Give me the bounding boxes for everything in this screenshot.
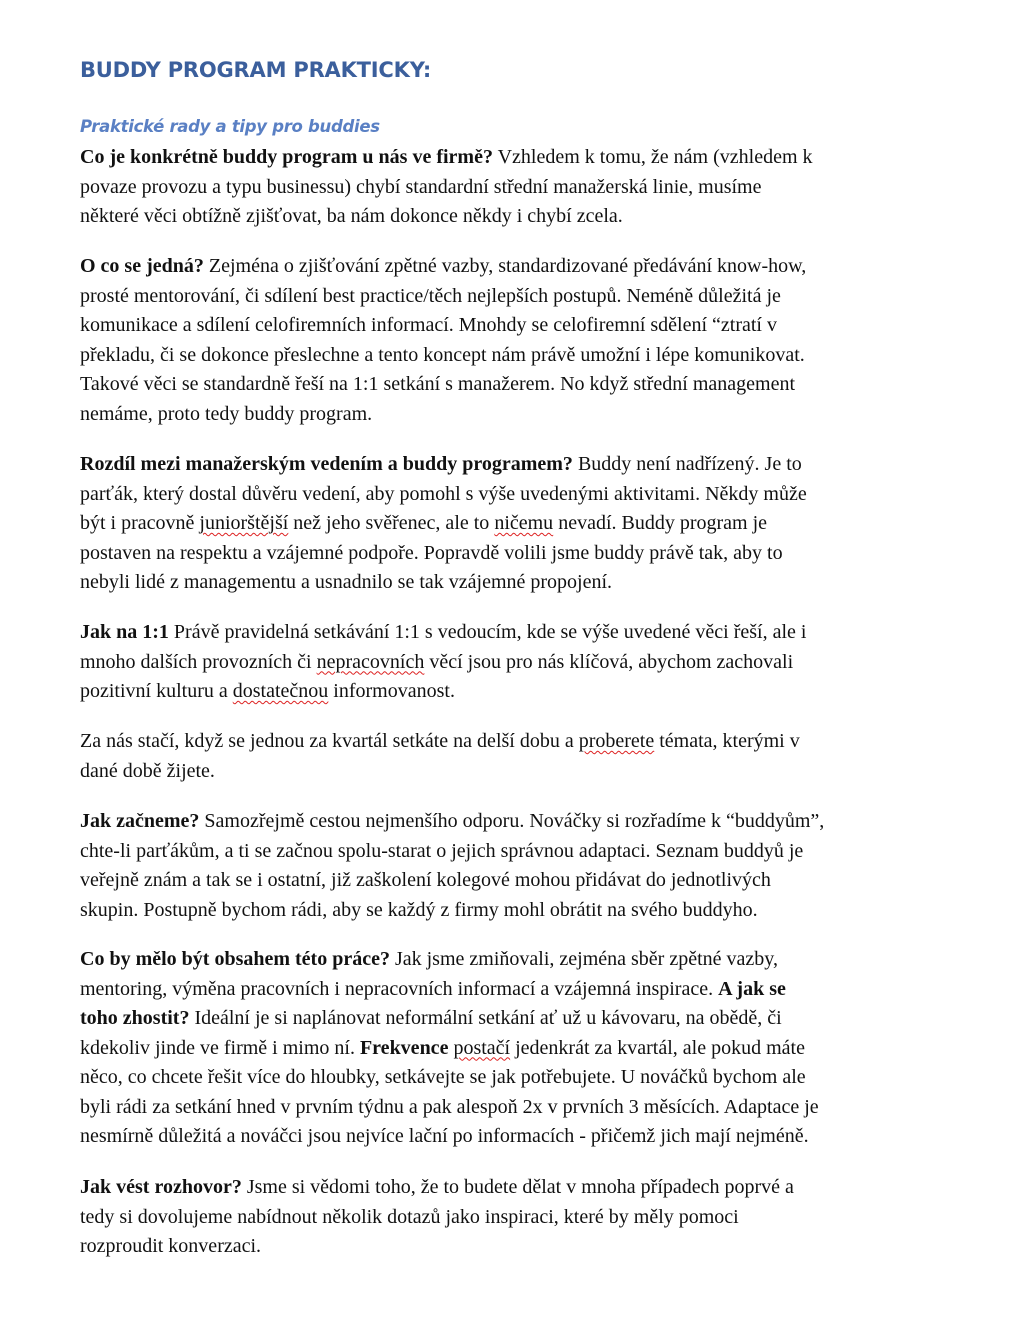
text-segment: nevadí. Buddy program je: [553, 512, 768, 534]
bold-phrase: Co je konkrétně buddy program u nás ve firmě?: [80, 146, 493, 168]
text-segment: povaze provozu a typu businessu) chybí standardní střední manažerská linie, musíme: [80, 175, 762, 198]
text-segment: dané době žijete.: [80, 759, 215, 782]
text-line: [80, 648, 960, 678]
text-line: [80, 509, 960, 539]
text-segment: mnoho dalších provozních či: [80, 650, 317, 673]
bold-phrase: A jak se: [718, 977, 786, 1000]
bold-phrase: Rozdíl mezi manažerským vedením a buddy programem?: [80, 453, 573, 475]
text-segment: věcí jsou pro nás klíčová, abychom zachovali: [424, 650, 794, 673]
text-segment: Vzhledem k tomu, že nám (vzhledem k: [492, 146, 813, 168]
text-line: [80, 400, 960, 430]
text-segment: mentoring, výměna pracovních i nepracovních informací a vzájemná inspirace.: [80, 977, 719, 1000]
text-line: [80, 370, 960, 400]
paragraph-how-to-lead-conversation: [80, 1173, 960, 1262]
text-segment: veřejně znám a tak se i ostatní, již zaškolení kolegové mohou přidávat do jednotlivých: [80, 869, 771, 891]
text-line: [80, 727, 960, 757]
paragraph-what-is-it-about: [80, 252, 960, 429]
spellcheck-flagged-word: juniorštější: [199, 512, 289, 534]
text-segment: Jak jsme zmiňovali, zejména sběr zpětné vazby,: [389, 948, 778, 970]
text-line: [80, 341, 960, 371]
text-segment: Takové věci se standardně řeší na 1:1 setkání s manažerem. No když střední management: [80, 373, 796, 395]
text-line: [80, 837, 960, 867]
paragraph-quarterly-meeting: [80, 727, 960, 786]
text-segment: jedenkrát za kvartál, ale pokud máte: [510, 1036, 805, 1059]
text-line: [80, 1203, 960, 1233]
document-title: BUDDY PROGRAM PRAKTICKY:: [80, 58, 432, 82]
text-line: [80, 1063, 960, 1093]
text-segment: skupin. Postupně bychom rádi, aby se každý z firmy mohl obrátit na svého buddyho.: [80, 898, 758, 921]
text-line: [80, 945, 960, 975]
text-segment: postaven na respektu a vzájemné podpoře. Popravdě volili jsme buddy právě tak, aby to: [80, 541, 783, 564]
text-line: [80, 173, 960, 203]
bold-phrase: O co se jedná?: [80, 255, 204, 277]
text-segment: Za nás stačí, když se jednou za kvartál setkáte na delší dobu a: [80, 730, 579, 752]
text-segment: něco, co chcete řešit více do hloubky, setkávejte se jak potřebujete. U nováčků bychom ale: [80, 1066, 806, 1088]
text-segment: témata, kterými v: [654, 730, 800, 752]
text-line: [80, 757, 960, 787]
text-line: [80, 975, 960, 1005]
text-line: [80, 252, 960, 282]
text-segment: rozproudit konverzaci.: [80, 1235, 262, 1257]
text-line: [80, 866, 960, 896]
text-line: [80, 282, 960, 312]
text-segment: být i pracovně: [80, 512, 200, 534]
paragraph-content-of-work: [80, 945, 960, 1152]
spellcheck-flagged-word: proberete: [578, 730, 655, 752]
text-line: [80, 1232, 960, 1262]
text-segment: Jsme si vědomi toho, že to budete dělat v mnoha případech poprvé a: [241, 1176, 794, 1198]
text-line: [80, 568, 960, 598]
text-line: [80, 1004, 960, 1034]
spellcheck-flagged-word: nepracovních: [316, 650, 425, 673]
text-line: [80, 143, 960, 173]
text-segment: překladu, či se dokonce přeslechne a tento koncept nám právě umožní i lépe komunikovat.: [80, 343, 805, 366]
spellcheck-flagged-word: dostatečnou: [232, 680, 329, 702]
bold-phrase: Frekvence: [359, 1036, 449, 1059]
paragraph-one-on-one: [80, 618, 960, 707]
text-segment: nesmírně důležitá a nováčci jsou nejvíce lační po informacích - přičemž jich mají nejméně.: [80, 1125, 809, 1147]
text-line: [80, 202, 960, 232]
text-line: [80, 1173, 960, 1203]
text-line: [80, 1034, 960, 1064]
text-segment: nebyli lidé z managementu a usnadnilo se tak vzájemné propojení.: [80, 571, 613, 593]
text-line: [80, 311, 960, 341]
document-subtitle: Praktické rady a tipy pro buddies: [80, 117, 380, 136]
text-line: [80, 896, 960, 926]
text-segment: pozitivní kulturu a: [80, 680, 233, 702]
bold-phrase: Jak vést rozhovor?: [80, 1176, 242, 1198]
text-segment: některé věci obtížně zjišťovat, ba nám dokonce někdy i chybí zcela.: [80, 205, 623, 227]
bold-phrase: Co by mělo být obsahem této práce?: [80, 948, 390, 970]
paragraph-how-we-start: [80, 807, 960, 925]
text-line: [80, 618, 960, 648]
text-line: [80, 677, 960, 707]
paragraph-what-is-buddy-program: [80, 143, 960, 232]
text-line: [80, 807, 960, 837]
text-segment: kdekoliv jinde ve firmě i mimo ní.: [80, 1036, 360, 1059]
text-segment: než jeho svěřenec, ale to: [288, 512, 495, 534]
text-segment: Buddy není nadřízený. Je to: [572, 453, 802, 475]
text-segment: tedy si dovolujeme nabídnout několik dotazů jako inspiraci, které by měly pomoci: [80, 1205, 739, 1228]
spellcheck-flagged-word: postačí: [453, 1036, 511, 1059]
bold-phrase: toho zhostit?: [80, 1007, 190, 1029]
text-segment: komunikace a sdílení celofiremních informací. Mnohdy se celofiremní sdělení “ztratí v: [80, 314, 777, 336]
text-segment: byli rádi za setkání hned v prvním týdnu a pak alespoň 2x v prvních 3 měsících. Adaptace je: [80, 1095, 819, 1118]
text-segment: informovanost.: [328, 680, 455, 702]
text-line: [80, 1122, 960, 1152]
text-line: [80, 539, 960, 569]
text-segment: prosté mentorování, či sdílení best practice/těch nejlepších postupů. Neméně důležitá je: [80, 284, 781, 307]
text-segment: chte-li parťákům, a ti se začnou spolu-starat o jejich správnou adaptaci. Seznam buddyů je: [80, 839, 804, 862]
text-segment: Právě pravidelná setkávání 1:1 s vedoucím, kde se výše uvedené věci řeší, ale i: [168, 621, 807, 643]
spellcheck-flagged-word: ničemu: [494, 512, 554, 534]
text-line: [80, 450, 960, 480]
text-segment: Samozřejmě cestou nejmenšího odporu. Nováčky si rozřadíme k “buddyům”,: [199, 810, 825, 832]
text-line: [80, 1093, 960, 1123]
bold-phrase: Jak začneme?: [80, 810, 200, 832]
text-segment: Zejména o zjišťování zpětné vazby, standardizované předávání know-how,: [203, 255, 807, 277]
bold-phrase: Jak na 1:1: [80, 621, 169, 643]
paragraph-difference-management-buddy: [80, 450, 960, 598]
text-line: [80, 480, 960, 510]
text-segment: Ideální je si naplánovat neformální setkání ať už u kávovaru, na obědě, či: [189, 1007, 782, 1029]
text-segment: parťák, který dostal důvěru vedení, aby pomohl s výše uvedenými aktivitami. Někdy může: [80, 482, 807, 505]
text-segment: nemáme, proto tedy buddy program.: [80, 402, 373, 425]
